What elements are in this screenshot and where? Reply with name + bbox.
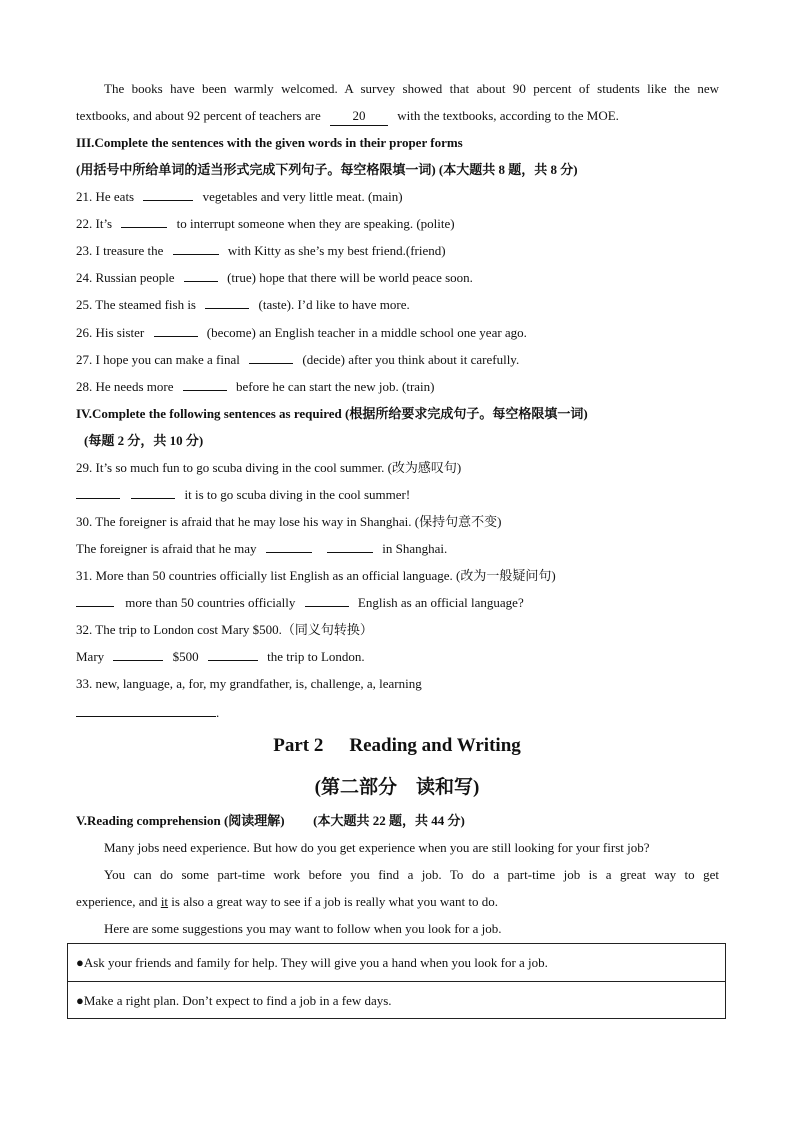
- question-text: 21. He eats: [76, 189, 135, 204]
- question-text: vegetables and very little meat. (main): [202, 189, 403, 204]
- question-31: 31. More than 50 countries officially list English as an official language. (改为一般疑问句): [76, 568, 556, 583]
- question-text: to interrupt someone when they are speaking. (polite): [176, 216, 455, 231]
- passage-text: with the textbooks, according to the MOE.: [397, 108, 619, 123]
- question-text: with Kitty as she’s my best friend.(friend): [227, 243, 446, 258]
- blank-20[interactable]: 20: [330, 107, 388, 126]
- answer-32: [76, 648, 719, 666]
- answer-33: [76, 702, 719, 722]
- question-25: [76, 296, 719, 314]
- passage-text: textbooks, and about 92 percent of teachers are: [76, 108, 321, 123]
- answer-text: in Shanghai.: [382, 541, 448, 556]
- answer-text: The foreigner is afraid that he may: [76, 541, 257, 556]
- answer-blank[interactable]: [76, 486, 120, 499]
- question-text: 26. His sister: [76, 325, 145, 340]
- reading-paragraph-1: Many jobs need experience. But how do you get experience when you are still looking for your first job?: [104, 840, 650, 855]
- answer-blank[interactable]: [113, 648, 163, 661]
- answer-29: [76, 486, 719, 504]
- answer-blank[interactable]: [173, 242, 219, 255]
- question-text: before he can start the new job. (train): [235, 379, 435, 394]
- section-4-subtitle: (每题 2 分，共 10 分): [84, 433, 204, 448]
- question-text: (taste). I’d like to have more.: [258, 297, 410, 312]
- answer-text: it is to go scuba diving in the cool summer!: [184, 487, 411, 502]
- answer-text: $500: [172, 649, 199, 664]
- suggestion-row: ●Ask your friends and family for help. They will give you a hand when you look for a job.: [76, 955, 548, 970]
- reading-paragraph-2-line-2: [76, 893, 719, 911]
- reading-text: is also a great way to see if a job is really what you want to do.: [171, 894, 499, 909]
- section-3-subtitle: (用括号中所给单词的适当形式完成下列句子。每空格限填一词) (本大题共 8 题，共 8 分): [76, 162, 578, 177]
- section-5-title-text: V.Reading comprehension (阅读理解): [76, 813, 285, 828]
- answer-blank[interactable]: [183, 378, 227, 391]
- reading-paragraph-2-line-1: You can do some part-time work before you find a job. To do a part-time job is a great way to get: [104, 867, 719, 882]
- question-33: 33. new, language, a, for, my grandfather, is, challenge, a, learning: [76, 676, 422, 691]
- section-4-title-en: IV.Complete the following sentences as required: [76, 406, 342, 421]
- question-26: [76, 324, 719, 342]
- question-24: [76, 269, 719, 287]
- question-text: 28. He needs more: [76, 379, 174, 394]
- question-text: (true) hope that there will be world peace soon.: [227, 270, 473, 285]
- underlined-word: it: [160, 894, 169, 909]
- section-3-title: III.Complete the sentences with the given words in their proper forms: [76, 135, 463, 150]
- section-5-title: [76, 812, 719, 830]
- answer-blank[interactable]: [305, 594, 349, 607]
- answer-blank[interactable]: [184, 269, 218, 282]
- answer-blank[interactable]: [205, 296, 249, 309]
- question-30: 30. The foreigner is afraid that he may lose his way in Shanghai. (保持句意不变): [76, 514, 502, 529]
- answer-text: .: [216, 705, 220, 720]
- answer-blank[interactable]: [208, 648, 258, 661]
- passage-line-1: The books have been warmly welcomed. A survey showed that about 90 percent of students like the new: [104, 81, 719, 96]
- answer-31: [76, 594, 719, 612]
- answer-blank[interactable]: [121, 215, 167, 228]
- question-28: [76, 378, 719, 396]
- answer-blank[interactable]: [143, 188, 193, 201]
- question-text: 22. It’s: [76, 216, 113, 231]
- passage-line-2: [76, 107, 719, 126]
- section-4-title: [76, 405, 719, 423]
- section-5-score: (本大题共 22 题，共 44 分): [313, 813, 465, 828]
- answer-blank[interactable]: [266, 540, 312, 553]
- question-29: 29. It’s so much fun to go scuba diving in the cool summer. (改为感叹句): [76, 460, 462, 475]
- answer-blank[interactable]: [76, 594, 114, 607]
- part-2-label: Part 2: [273, 735, 324, 756]
- reading-paragraph-3: Here are some suggestions you may want to follow when you look for a job.: [104, 921, 502, 936]
- answer-text: English as an official language?: [357, 595, 524, 610]
- question-text: (decide) after you think about it carefully.: [302, 352, 520, 367]
- question-text: 24. Russian people: [76, 270, 175, 285]
- section-4-title-cn: (根据所给要求完成句子。每空格限填一词): [345, 406, 588, 421]
- question-text: 23. I treasure the: [76, 243, 164, 258]
- part-2-name: Reading and Writing: [349, 735, 521, 756]
- part-2-title: [0, 734, 794, 758]
- question-22: [76, 215, 719, 233]
- question-32: 32. The trip to London cost Mary $500.（同义句转换）: [76, 622, 373, 637]
- answer-30: [76, 540, 719, 558]
- question-21: [76, 188, 719, 206]
- answer-blank[interactable]: [249, 351, 293, 364]
- question-text: 25. The steamed fish is: [76, 297, 196, 312]
- suggestion-row: ●Make a right plan. Don’t expect to find a job in a few days.: [68, 981, 725, 1018]
- answer-blank[interactable]: [131, 486, 175, 499]
- answer-line[interactable]: [76, 702, 216, 717]
- reading-text: experience, and: [76, 894, 158, 909]
- question-text: (become) an English teacher in a middle school one year ago.: [206, 325, 527, 340]
- answer-blank[interactable]: [327, 540, 373, 553]
- answer-text: more than 50 countries officially: [125, 595, 296, 610]
- question-27: [76, 351, 719, 369]
- answer-text: Mary: [76, 649, 105, 664]
- question-text: 27. I hope you can make a final: [76, 352, 240, 367]
- answer-blank[interactable]: [154, 324, 198, 337]
- suggestions-table: [67, 943, 726, 1019]
- part-2-subtitle: (第二部分 读和写): [314, 777, 480, 798]
- answer-text: the trip to London.: [267, 649, 365, 664]
- question-23: [76, 242, 719, 260]
